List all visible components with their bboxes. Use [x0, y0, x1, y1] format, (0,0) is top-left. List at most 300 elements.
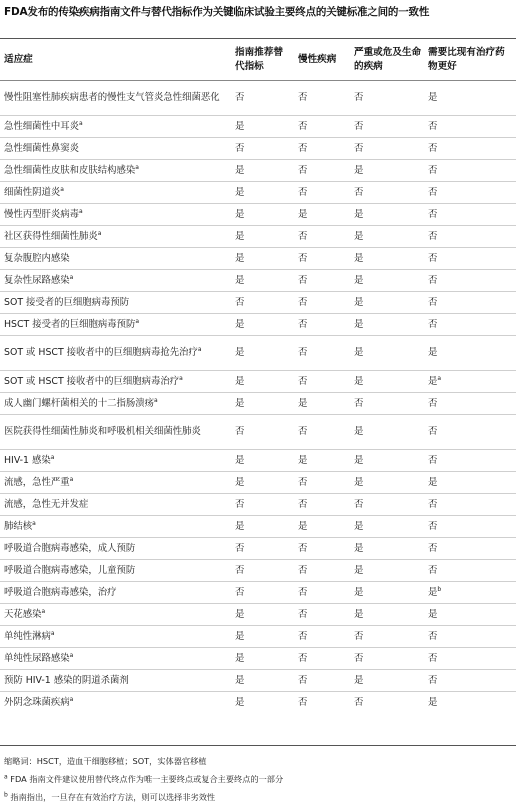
- guideline-value: 否: [235, 92, 245, 103]
- chronic-cell: [294, 494, 350, 516]
- serious-value: 是: [354, 375, 364, 387]
- need-cell: [424, 450, 516, 472]
- serious-value: 否: [354, 630, 364, 642]
- chronic-cell: [294, 292, 350, 314]
- guideline-value: 是: [235, 230, 245, 242]
- guideline-cell: [231, 450, 294, 472]
- need-value: 否: [428, 120, 438, 132]
- need-cell: [424, 604, 516, 626]
- footnote-marker: a: [60, 185, 64, 193]
- indication-name: 社区获得性细菌性肺炎: [4, 230, 98, 242]
- footnote-marker: a: [79, 119, 83, 127]
- chronic-cell: [294, 81, 350, 116]
- serious-value: 是: [354, 274, 364, 286]
- footnote-b-mark: b: [4, 791, 8, 799]
- indication-name: 单纯性淋病: [4, 630, 51, 642]
- indication-cell: [0, 516, 231, 538]
- need-value: 否: [428, 142, 438, 154]
- table-title: FDA发布的传染疾病指南文件与替代指标作为关键临床试验主要终点的关键标准之间的一致性: [4, 6, 430, 18]
- serious-value: 是: [354, 347, 364, 358]
- need-cell: [424, 560, 516, 582]
- header-chronic: 慢性疾病: [298, 54, 337, 65]
- guideline-value: 是: [235, 476, 245, 488]
- indication-name: SOT 或 HSCT 接收者中的巨细胞病毒抢先治疗: [4, 347, 198, 358]
- need-cell: [424, 160, 516, 182]
- guideline-cell: [231, 538, 294, 560]
- guideline-value: 是: [235, 674, 245, 686]
- need-cell: [424, 314, 516, 336]
- need-cell: [424, 538, 516, 560]
- serious-value: 否: [354, 696, 364, 708]
- indication-cell: [0, 81, 231, 116]
- table-row: [0, 692, 516, 714]
- footnote-marker: a: [135, 317, 140, 325]
- indication-name: 慢性丙型肝炎病毒: [4, 208, 80, 220]
- table-row: [0, 626, 516, 648]
- chronic-cell: [294, 116, 350, 138]
- guideline-cell: [231, 182, 294, 204]
- footnote-b-text: 指南指出，一旦存在有效治疗方法，则可以选择非劣效性: [10, 792, 216, 802]
- indication-name: 复杂性尿路感染: [4, 274, 70, 286]
- top-rule: [0, 38, 516, 39]
- chronic-cell: [294, 450, 350, 472]
- guideline-value: 是: [235, 652, 245, 664]
- table-row: [0, 516, 516, 538]
- guideline-cell: [231, 626, 294, 648]
- chronic-value: 否: [298, 92, 308, 103]
- guideline-value: 是: [235, 397, 245, 409]
- serious-cell: [350, 582, 424, 604]
- chronic-value: 否: [298, 542, 308, 554]
- chronic-cell: [294, 604, 350, 626]
- serious-value: 是: [354, 564, 364, 576]
- guideline-value: 是: [235, 347, 245, 358]
- need-value: 否: [428, 652, 438, 664]
- guideline-cell: [231, 582, 294, 604]
- need-cell: [424, 248, 516, 270]
- chronic-value: 是: [298, 520, 308, 532]
- chronic-value: 否: [298, 630, 308, 642]
- serious-cell: [350, 204, 424, 226]
- need-value: 否: [428, 318, 438, 330]
- indication-name: 单纯性尿路感染: [4, 652, 70, 664]
- chronic-cell: [294, 560, 350, 582]
- chronic-cell: [294, 648, 350, 670]
- chronic-cell: [294, 314, 350, 336]
- indication-cell: [0, 204, 231, 226]
- indication-cell: [0, 692, 231, 714]
- indication-cell: [0, 393, 231, 415]
- need-value: 是: [428, 347, 438, 358]
- table-row: [0, 248, 516, 270]
- indication-cell: [0, 116, 231, 138]
- need-cell: [424, 292, 516, 314]
- indication-cell: [0, 560, 231, 582]
- table-row: [0, 138, 516, 160]
- footnote-marker: a: [50, 453, 55, 461]
- serious-cell: [350, 516, 424, 538]
- chronic-value: 否: [298, 586, 308, 598]
- need-cell: [424, 393, 516, 415]
- serious-cell: [350, 226, 424, 248]
- guideline-value: 是: [235, 608, 245, 620]
- chronic-value: 否: [298, 164, 308, 176]
- serious-cell: [350, 292, 424, 314]
- indication-cell: [0, 582, 231, 604]
- chronic-cell: [294, 371, 350, 393]
- need-value: 否: [428, 230, 438, 242]
- chronic-value: 否: [298, 608, 308, 620]
- serious-value: 否: [354, 142, 364, 154]
- indication-name: 流感，急性无并发症: [4, 498, 89, 510]
- serious-value: 否: [354, 397, 364, 409]
- guideline-value: 是: [235, 696, 245, 708]
- guideline-value: 否: [235, 142, 245, 154]
- guideline-cell: [231, 270, 294, 292]
- serious-cell: [350, 248, 424, 270]
- indication-name: SOT 或 HSCT 接收者中的巨细胞病毒治疗: [4, 375, 180, 387]
- guideline-cell: [231, 560, 294, 582]
- serious-cell: [350, 393, 424, 415]
- header-need: 需要比现有治疗药物更好: [428, 47, 505, 72]
- serious-value: 否: [354, 186, 364, 198]
- need-value: 否: [428, 397, 438, 409]
- serious-value: 是: [354, 208, 364, 220]
- guideline-cell: [231, 226, 294, 248]
- serious-value: 是: [354, 230, 364, 242]
- need-value: 否: [428, 564, 438, 576]
- chronic-value: 否: [298, 296, 308, 308]
- serious-value: 是: [354, 476, 364, 488]
- need-value: 否: [428, 208, 438, 220]
- indication-cell: [0, 160, 231, 182]
- table-row: [0, 204, 516, 226]
- guideline-value: 否: [235, 564, 245, 576]
- footnote-marker: a: [154, 396, 158, 404]
- guideline-cell: [231, 314, 294, 336]
- need-cell: [424, 582, 516, 604]
- serious-cell: [350, 270, 424, 292]
- chronic-cell: [294, 138, 350, 160]
- indication-cell: [0, 648, 231, 670]
- need-value: 否: [428, 498, 438, 510]
- need-value: 是: [428, 375, 438, 387]
- guideline-value: 是: [235, 318, 245, 330]
- indication-cell: [0, 472, 231, 494]
- table-row: [0, 270, 516, 292]
- chronic-value: 否: [298, 252, 308, 264]
- footnote-marker: a: [50, 629, 55, 637]
- chronic-cell: [294, 226, 350, 248]
- indication-name: 急性细菌性中耳炎: [4, 120, 80, 132]
- serious-value: 是: [354, 586, 364, 598]
- chronic-cell: [294, 393, 350, 415]
- indication-name: 急性细菌性皮肤和皮肤结构感染: [4, 164, 136, 176]
- serious-cell: [350, 450, 424, 472]
- serious-cell: [350, 182, 424, 204]
- serious-cell: [350, 604, 424, 626]
- serious-value: 否: [354, 120, 364, 132]
- indication-cell: [0, 138, 231, 160]
- need-value: 否: [428, 426, 438, 437]
- indication-cell: [0, 336, 231, 371]
- chronic-cell: [294, 538, 350, 560]
- footnote-marker: a: [79, 207, 83, 215]
- header-guideline: 指南推荐替代指标: [235, 47, 283, 72]
- footnote-a-text: FDA 指南文件建议使用替代终点作为唯一主要终点或复合主要终点的一部分: [10, 774, 284, 784]
- guideline-cell: [231, 248, 294, 270]
- serious-cell: [350, 160, 424, 182]
- guideline-cell: [231, 494, 294, 516]
- guideline-cell: [231, 371, 294, 393]
- chronic-cell: [294, 204, 350, 226]
- table-row: [0, 538, 516, 560]
- need-cell: [424, 648, 516, 670]
- indication-name: 天花感染: [4, 608, 42, 620]
- guideline-cell: [231, 648, 294, 670]
- chronic-value: 否: [298, 347, 308, 358]
- footnote-marker: a: [69, 475, 74, 483]
- guideline-value: 是: [235, 186, 245, 198]
- indication-name: 急性细菌性鼻窦炎: [4, 142, 80, 154]
- chronic-cell: [294, 582, 350, 604]
- chronic-value: 否: [298, 476, 308, 488]
- need-cell: [424, 336, 516, 371]
- need-cell: [424, 182, 516, 204]
- need-value: 否: [428, 164, 438, 176]
- chronic-value: 否: [298, 564, 308, 576]
- chronic-cell: [294, 336, 350, 371]
- indication-cell: [0, 226, 231, 248]
- table-body: [0, 81, 516, 714]
- table-row: [0, 336, 516, 371]
- footnote-marker: a: [437, 374, 442, 382]
- need-value: 否: [428, 542, 438, 554]
- need-value: 否: [428, 674, 438, 686]
- serious-cell: [350, 670, 424, 692]
- guideline-cell: [231, 138, 294, 160]
- serious-value: 是: [354, 296, 364, 308]
- footnote-a-mark: a: [4, 773, 8, 781]
- footnotes: [4, 752, 514, 806]
- indication-cell: [0, 604, 231, 626]
- guideline-cell: [231, 604, 294, 626]
- table-row: [0, 116, 516, 138]
- need-cell: [424, 226, 516, 248]
- table-row: [0, 670, 516, 692]
- chronic-value: 否: [298, 120, 308, 132]
- guideline-cell: [231, 204, 294, 226]
- need-value: 是: [428, 92, 438, 103]
- serious-value: 是: [354, 318, 364, 330]
- serious-value: 是: [354, 164, 364, 176]
- table-row: [0, 81, 516, 116]
- guideline-cell: [231, 393, 294, 415]
- need-value: 否: [428, 186, 438, 198]
- guideline-value: 是: [235, 252, 245, 264]
- serious-cell: [350, 692, 424, 714]
- guideline-value: 否: [235, 586, 245, 598]
- guideline-value: 是: [235, 520, 245, 532]
- guideline-value: 否: [235, 426, 245, 437]
- need-value: 否: [428, 454, 438, 466]
- serious-value: 是: [354, 252, 364, 264]
- indication-name: 外阴念珠菌疾病: [4, 696, 70, 708]
- chronic-cell: [294, 670, 350, 692]
- chronic-cell: [294, 160, 350, 182]
- guideline-value: 是: [235, 208, 245, 220]
- indication-name: 肺结核: [4, 520, 33, 532]
- chronic-value: 否: [298, 426, 308, 437]
- chronic-value: 否: [298, 674, 308, 686]
- table-row: [0, 160, 516, 182]
- header-indication: 适应症: [4, 54, 33, 65]
- footnote-b: [4, 788, 514, 806]
- serious-value: 是: [354, 426, 364, 437]
- guideline-value: 是: [235, 274, 245, 286]
- footnote-marker: a: [179, 374, 183, 382]
- guideline-value: 是: [235, 630, 245, 642]
- indication-cell: [0, 182, 231, 204]
- guideline-cell: [231, 292, 294, 314]
- need-value: 是: [428, 476, 438, 488]
- footnote-marker: a: [69, 651, 74, 659]
- indication-cell: [0, 371, 231, 393]
- indication-name: 复杂腹腔内感染: [4, 252, 70, 264]
- header-row: [0, 40, 516, 81]
- need-cell: [424, 472, 516, 494]
- indication-cell: [0, 248, 231, 270]
- table-row: [0, 560, 516, 582]
- footnote-abbrev: 缩略词：HSCT，造血干细胞移植；SOT，实体器官移植: [4, 756, 207, 766]
- guideline-value: 是: [235, 375, 245, 387]
- need-cell: [424, 116, 516, 138]
- chronic-cell: [294, 270, 350, 292]
- indication-cell: [0, 670, 231, 692]
- indication-cell: [0, 270, 231, 292]
- serious-value: 是: [354, 542, 364, 554]
- chronic-value: 否: [298, 498, 308, 510]
- guideline-value: 否: [235, 498, 245, 510]
- serious-cell: [350, 560, 424, 582]
- guideline-cell: [231, 81, 294, 116]
- chronic-value: 否: [298, 142, 308, 154]
- consistency-table: [0, 40, 516, 713]
- need-value: 是: [428, 608, 438, 620]
- chronic-value: 是: [298, 397, 308, 409]
- need-value: 否: [428, 296, 438, 308]
- table-row: [0, 314, 516, 336]
- serious-cell: [350, 648, 424, 670]
- serious-cell: [350, 538, 424, 560]
- chronic-value: 否: [298, 696, 308, 708]
- indication-name: 预防 HIV-1 感染的阴道杀菌剂: [4, 674, 129, 686]
- need-cell: [424, 371, 516, 393]
- need-value: 否: [428, 252, 438, 264]
- indication-name: 医院获得性细菌性肺炎和呼吸机相关细菌性肺炎: [4, 426, 201, 437]
- footnote-marker: a: [69, 695, 74, 703]
- table-row: [0, 582, 516, 604]
- table-row: [0, 371, 516, 393]
- chronic-cell: [294, 415, 350, 450]
- indication-cell: [0, 292, 231, 314]
- serious-value: 否: [354, 498, 364, 510]
- serious-cell: [350, 472, 424, 494]
- footnote-marker: a: [41, 607, 46, 615]
- need-cell: [424, 81, 516, 116]
- header-serious: 严重或危及生命的疾病: [354, 47, 422, 72]
- chronic-value: 是: [298, 208, 308, 220]
- indication-name: 呼吸道合胞病毒感染，儿童预防: [4, 564, 136, 576]
- serious-cell: [350, 314, 424, 336]
- need-cell: [424, 138, 516, 160]
- serious-value: 否: [354, 652, 364, 664]
- serious-value: 是: [354, 454, 364, 466]
- serious-cell: [350, 138, 424, 160]
- table-row: [0, 182, 516, 204]
- guideline-cell: [231, 692, 294, 714]
- serious-cell: [350, 415, 424, 450]
- guideline-cell: [231, 472, 294, 494]
- guideline-cell: [231, 336, 294, 371]
- footnote-marker: a: [32, 519, 36, 527]
- need-value: 否: [428, 630, 438, 642]
- indication-cell: [0, 494, 231, 516]
- chronic-value: 否: [298, 652, 308, 664]
- footnote-marker: a: [135, 163, 139, 171]
- need-cell: [424, 516, 516, 538]
- chronic-value: 否: [298, 274, 308, 286]
- indication-name: 流感，急性严重: [4, 476, 70, 488]
- table-row: [0, 415, 516, 450]
- indication-cell: [0, 538, 231, 560]
- guideline-cell: [231, 160, 294, 182]
- indication-name: 成人幽门螺杆菌相关的十二指肠溃疡: [4, 397, 155, 409]
- footnote-marker: a: [69, 273, 74, 281]
- need-cell: [424, 415, 516, 450]
- chronic-cell: [294, 516, 350, 538]
- guideline-cell: [231, 415, 294, 450]
- need-cell: [424, 494, 516, 516]
- chronic-value: 是: [298, 454, 308, 466]
- need-value: 是: [428, 586, 438, 598]
- chronic-value: 否: [298, 318, 308, 330]
- table-row: [0, 450, 516, 472]
- need-value: 否: [428, 520, 438, 532]
- serious-cell: [350, 81, 424, 116]
- chronic-cell: [294, 472, 350, 494]
- chronic-value: 否: [298, 375, 308, 387]
- table-row: [0, 604, 516, 626]
- need-cell: [424, 670, 516, 692]
- serious-cell: [350, 371, 424, 393]
- guideline-cell: [231, 116, 294, 138]
- footnote-marker: b: [437, 585, 442, 593]
- indication-name: HIV-1 感染: [4, 454, 51, 466]
- indication-cell: [0, 415, 231, 450]
- need-cell: [424, 692, 516, 714]
- table-row: [0, 292, 516, 314]
- need-value: 是: [428, 696, 438, 708]
- bottom-rule: [0, 745, 516, 746]
- serious-value: 是: [354, 520, 364, 532]
- serious-cell: [350, 336, 424, 371]
- footnote-a: [4, 770, 514, 788]
- chronic-cell: [294, 248, 350, 270]
- footnote-marker: a: [97, 229, 102, 237]
- serious-value: 是: [354, 608, 364, 620]
- indication-name: 呼吸道合胞病毒感染，治疗: [4, 586, 117, 598]
